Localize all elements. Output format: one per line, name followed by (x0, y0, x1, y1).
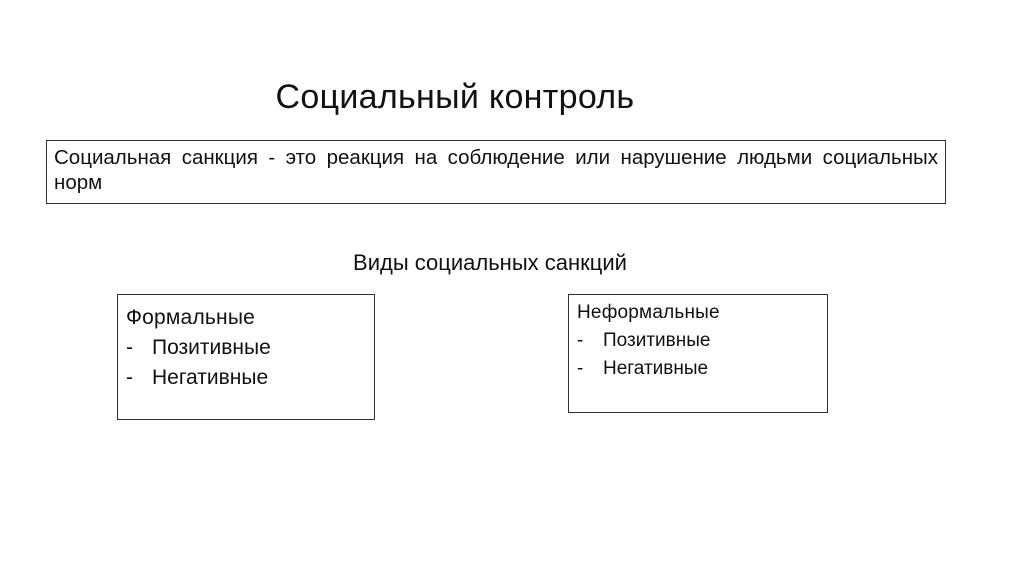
informal-sanctions-box (568, 294, 828, 413)
list-item-label: Негативные (152, 366, 269, 389)
list-item (577, 355, 819, 383)
slide-title: Социальный контроль (275, 78, 635, 116)
list-item-label: Негативные (603, 358, 709, 379)
list-dash: - (126, 336, 133, 359)
informal-sanctions-list (577, 327, 819, 383)
formal-sanctions-list (126, 333, 366, 393)
formal-sanctions-box (117, 294, 375, 420)
list-item (577, 327, 819, 355)
list-item-label: Позитивные (152, 336, 271, 359)
list-dash: - (126, 366, 133, 389)
definition-separator: - (257, 146, 286, 169)
formal-sanctions-heading: Формальные (126, 306, 256, 329)
list-item (126, 363, 366, 393)
definition-text: это реакция на соблюдение или нарушение людьми социальных норм (54, 146, 939, 194)
definition-box (46, 140, 946, 204)
list-item (126, 333, 366, 363)
definition-term: Социальная санкция (54, 146, 258, 169)
informal-sanctions-heading: Неформальные (577, 302, 720, 323)
list-dash: - (577, 330, 584, 351)
list-item-label: Позитивные (603, 330, 711, 351)
sanction-types-heading: Виды социальных санкций (353, 250, 627, 275)
list-dash: - (577, 358, 584, 379)
